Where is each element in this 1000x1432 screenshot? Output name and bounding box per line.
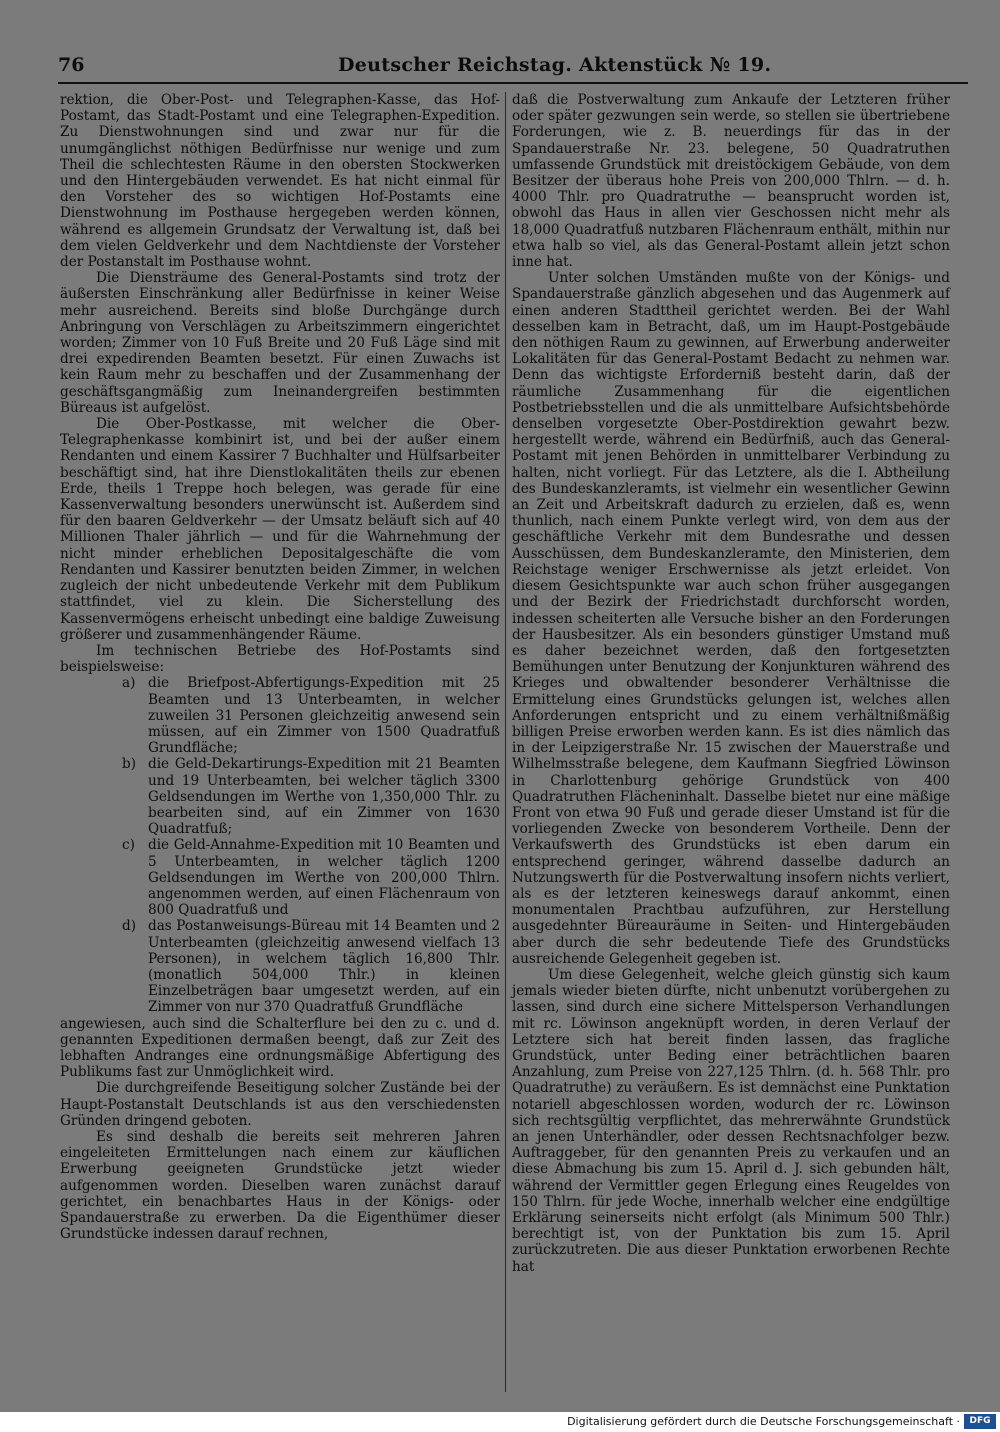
list-item — [60, 837, 500, 918]
page-header — [58, 52, 968, 80]
paragraph: Die Ober-Postkasse, mit welcher die Ober-Telegraphenkasse kombinirt ist, und bei der außer einem Rendanten und einem Kassirer 7 Buchhalter und Hülfsarbeiter beschäftigt sind, hat ihre Dienstlokalitäten theils zur ebenen Erde, theils 1 Treppe hoch belegen, was gerade für eine Kassenverwaltung besonders unerwünscht ist. Außerdem sind für den baaren Geldverkehr — der Umsatz beläuft sich auf 40 Millionen Thaler jährlich — und für die Wahrnehmung der nicht minder erheblichen Depositalgeschäfte die vom Rendanten und Kassirer benutzten beiden Zimmer, in welchen zugleich der nicht unbedeutende Verkehr mit dem Publikum stattfindet, viel zu klein. Die Sicherstellung des Kassenvermögens erheischt unbedingt eine baldige Zuweisung größerer und zusammenhängender Räume. — [60, 416, 500, 643]
page-number: 76 — [58, 54, 85, 76]
list-item-text: das Postanweisungs-Büreau mit 14 Beamten und 2 Unterbeamten (gleichzeitig anwesend vielfach 13 Personen), in welchem täglich 16,800 Thlr. (monatlich 504,000 Thlr.) in kleinen Einzelbeträgen baar umgesetzt werden, auf ein Zimmer von nur 370 Quadratfuß Grundfläche — [148, 918, 500, 1016]
list-item — [60, 918, 500, 1015]
paragraph: Die Diensträume des General-Postamts sind trotz der äußersten Einschränkung aller Bedürfnisse in keiner Weise mehr ausreichend. Bereits sind bloße Durchgänge durch Anbringung von Verschlägen zu Arbeitszimmern eingerichtet worden; Zimmer von 10 Fuß Breite und 20 Fuß Läge sind mit drei expedirenden Beamten besetzt. Für einen Zuwachs ist kein Raum mehr zu beschaffen und der Zusammenhang der geschäftsgangmäßig zum Ineinandergreifen bestimmten Büreaus ist aufgelöst. — [60, 270, 500, 416]
paragraph: Unter solchen Umständen mußte von der Königs- und Spandauerstraße gänzlich abgesehen und das Augenmerk auf einen anderen Stadttheil gerichtet werden. Bei der Wahl desselben kam in Betracht, daß, um im Haupt-Postgebäude den nöthigen Raum zu gewinnen, auf Erwerbung anderweiter Lokalitäten für das General-Postamt Bedacht zu nehmen war. Denn das wichtigste Erforderniß besteht darin, daß der räumliche Zusammenhang für die eigentlichen Postbetriebsstellen und die als unmittelbare Aufsichtsbehörde denselben vorgesetzte Ober-Postdirektion gewahrt bezw. hergestellt werde, während ein Bedürfniß, auch das General-Postamt mit jenen Behörden in unmittelbarer Verbindung zu halten, nicht vorliegt. Für das Letztere, als die I. Abtheilung des Bundeskanzleramts, ist vielmehr ein wesentlicher Gewinn an Zeit und Arbeitskraft dadurch zu erzielen, daß es, wenn thunlich, nach einem Punkte verlegt wird, von dem aus der geschäftliche Verkehr mit dem Bundesrathe und dessen Ausschüssen, dem Bundeskanzleramte, den Ministerien, dem Reichstage weniger Erschwernisse als jetzt erleidet. Von diesem Gesichtspunkte war auch schon früher ausgegangen und der Bezirk der Friedrichstadt durchforscht worden, indessen scheiterten alle Versuche bisher an den Forderungen der Hausbesitzer. Als ein besonders günstiger Umstand muß es daher bezeichnet werden, daß den fortgesetzten Bemühungen unter Benutzung der Konjunkturen während des Krieges und obwaltender besonderer Verhältnisse die Ermittelung eines Grundstücks gelungen ist, welches allen Anforderungen entspricht und zu einem verhältnißmäßig billigen Preise erworben werden kann. Es ist dies nämlich das in der Leipzigerstraße Nr. 15 zwischen der Mauerstraße und Wilhelmsstraße belegene, dem Kaufmann Siegfried Löwinson in Charlottenburg gehörige Grundstück von 400 Quadratruthen Flächeninhalt. Dasselbe bietet nur eine mäßige Front von etwa 90 Fuß und gerade dieser Umstand ist für die vorliegenden Zwecke von besonderem Vortheile. Denn der Verkaufswerth des Grundstücks ist eben darum ein entsprechend geringer, während dasselbe dadurch an Nutzungswerth für die Postverwaltung insofern nichts verliert, als es der letzteren keineswegs darauf ankommt, einen monumentalen Prachtbau aufzuführen, zur Herstellung ausgedehnter Büreauräume in Seiten- und Hintergebäuden aber durch die sehr bedeutende Tiefe des Grundstücks ausreichende Gelegenheit gegeben ist. — [512, 270, 950, 967]
footer-credit: Digitalisierung gefördert durch die Deutsche Forschungsgemeinschaft · — [567, 1415, 960, 1428]
paragraph: Es sind deshalb die bereits seit mehreren Jahren eingeleiteten Ermittelungen nach einem zur käuflichen Erwerbung geeigneten Grundstücke jetzt wieder aufgenommen worden. Dieselben waren zunächst darauf gerichtet, ein benachbartes Haus in der Königs- oder Spandauerstraße zu erwerben. Da die Eigenthümer dieser Grundstücke indessen darauf rechnen, — [60, 1129, 500, 1243]
list-item — [60, 675, 500, 756]
list-item — [60, 756, 500, 837]
paragraph: rektion, die Ober-Post- und Telegraphen-Kasse, das Hof-Postamt, das Stadt-Postamt und eine Telegraphen-Expedition. Zu Dienstwohnungen sind und zwar nur für die unumgänglichst nöthigen Bedürfnisse nur wenige und zum Theil die schlechtesten Räume in den obersten Stockwerken und den Hintergebäuden verwendet. Es hat nicht einmal für den Vorsteher des so wichtigen Hof-Postamts eine Dienstwohnung im Posthause hergegeben werden können, während es allgemein Grundsatz der Verwaltung ist, daß bei dem vielen Geldverkehr und dem Nachtdienste der Vorsteher der Postanstalt im Posthause wohnt. — [60, 92, 500, 271]
list-item-text: die Briefpost-Abfertigungs-Expedition mit 25 Beamten und 13 Unterbeamten, in welcher zuweilen 31 Personen gleichzeitig anwesend sein müssen, auf ein Zimmer von 1500 Quadratfuß Grundfläche; — [148, 675, 500, 757]
header-rule — [58, 82, 968, 84]
enumerated-list — [60, 675, 500, 1015]
list-marker: c) — [122, 837, 135, 854]
list-marker: d) — [122, 918, 137, 935]
digitization-footer — [0, 1412, 1000, 1432]
list-marker: b) — [122, 756, 137, 773]
paragraph: angewiesen, auch sind die Schalterflure bei den zu c. und d. genannten Expeditionen dermaßen beengt, daß zur Zeit des lebhaften Andranges eine ordnungsmäßige Abfertigung des Publikums fast zur Unmöglichkeit wird. — [60, 1015, 500, 1081]
list-item-text: die Geld-Dekartirungs-Expedition mit 21 Beamten und 19 Unterbeamten, bei welcher täglich 3300 Geldsendungen im Werthe von 1,350,000 Thlr. zu bearbeiten sind, auf ein Zimmer von 1630 Quadratfuß; — [148, 756, 500, 838]
running-title: Deutscher Reichstag. Aktenstück № 19. — [338, 54, 772, 76]
column-divider — [505, 92, 506, 1392]
list-item-text: die Geld-Annahme-Expedition mit 10 Beamten und 5 Unterbeamten, in welcher täglich 1200 Geldsendungen im Werthe von 200,000 Thlrn. angenommen werden, auf einen Flächenraum von 800 Quadratfuß und — [148, 837, 500, 919]
paragraph: Um diese Gelegenheit, welche gleich günstig sich kaum jemals wieder bieten dürfte, nicht unbenutzt vorübergehen zu lassen, sind durch eine sichere Mittelsperson Verhandlungen mit rc. Löwinson angeknüpft worden, in deren Verlauf der Letztere sich hat bereit finden lassen, das fragliche Grundstück, unter Beding einer beträchtlichen baaren Anzahlung, zum Preise von 227,125 Thlrn. (d. h. 568 Thlr. pro Quadratruthe) zu veräußern. Es ist demnächst eine Punktation notariell abgeschlossen worden, wodurch der rc. Löwinson sich rechtsgültig verpflichtet, das mehrerwähnte Grundstück an jenen Unterhändler, oder dessen Rechtsnachfolger bezw. Auftraggeber, für den genannten Preis zu verkaufen und an diese Abmachung bis zum 15. April d. J. sich gebunden hält, während der Vermittler gegen Erlegung eines Reugeldes von 150 Thlrn. für jede Woche, innerhalb welcher eine endgültige Erklärung seinerseits nicht erfolgt (als Minimum 500 Thlr.) berechtigt ist, von der Punktation bis zum 15. April zurückzutreten. Die aus dieser Punktation erworbenen Rechte hat — [512, 966, 950, 1275]
right-column — [512, 92, 950, 1275]
paragraph: Die durchgreifende Beseitigung solcher Zustände bei der Haupt-Postanstalt Deutschlands ist aus den verschiedensten Gründen dringend geboten. — [60, 1080, 500, 1129]
paragraph: daß die Postverwaltung zum Ankaufe der Letzteren früher oder später gezwungen sein werde, so stellen sie übertriebene Forderungen, wie z. B. neuerdings für das in der Spandauerstraße Nr. 23. belegene, 50 Quadratruthen umfassende Grundstück mit dreistöckigem Gebäude, von dem Besitzer der überaus hohe Preis von 200,000 Thlrn. — d. h. 4000 Thlr. pro Quadratruthe — beansprucht worden ist, obwohl das Haus in allen vier Geschossen nicht mehr als 18,000 Quadratfuß nutzbaren Flächenraum enthält, mithin nur etwa halb so viel, als das General-Postamt allein jetzt schon inne hat. — [512, 92, 950, 271]
dfg-logo: DFG — [964, 1414, 996, 1429]
left-column — [60, 92, 500, 1242]
list-marker: a) — [122, 675, 136, 692]
paragraph: Im technischen Betriebe des Hof-Postamts sind beispielsweise: — [60, 642, 500, 676]
